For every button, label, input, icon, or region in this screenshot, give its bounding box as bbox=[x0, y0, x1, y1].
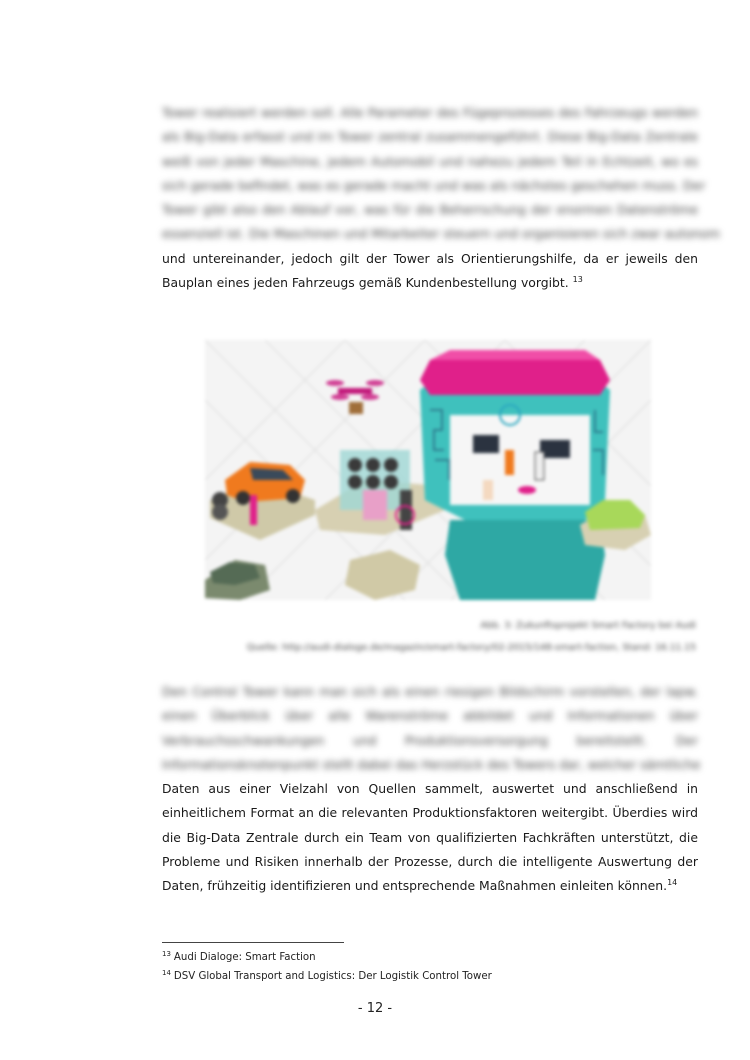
text-line: einheitlichem Format an die relevanten Produktionsfaktoren weitergibt. Überdies wird bbox=[162, 805, 698, 821]
figure-source: Quelle: http://audi-dialoge.de/magazin/smart-factory/02-2015/148-smart-faction, Stand: 16.11.15 bbox=[246, 642, 696, 653]
text-line-content: Bauplan eines jeden Fahrzeugs gemäß Kundenbestellung vorgibt. bbox=[162, 275, 569, 291]
footnote-14 bbox=[162, 971, 492, 982]
figure-caption: Abb. 3: Zukunftsprojekt Smart Factory bei Audi bbox=[480, 620, 696, 631]
footnote-text: Audi Dialoge: Smart Faction bbox=[173, 952, 316, 963]
text-line bbox=[162, 271, 698, 295]
text-line: weiß von jeder Maschine, jedem Automobil und nahezu jedem Teil in Echtzeit, wo es bbox=[162, 153, 698, 169]
tower-roof bbox=[420, 360, 610, 395]
text-line: Daten aus einer Vielzahl von Quellen sammelt, auswertet und anschließend in bbox=[162, 781, 698, 797]
footnote-13 bbox=[162, 952, 316, 963]
page-number: - 12 - bbox=[357, 1001, 393, 1016]
footnote-separator bbox=[162, 942, 344, 943]
person bbox=[483, 480, 493, 500]
text-line: Probleme und Risiken innerhalb der Prozesse, durch die intelligente Auswertung der bbox=[162, 854, 698, 870]
text-line: essenziell ist. Die Maschinen und Mitarbeiter steuern und organisieren sich zwar autonom bbox=[162, 226, 721, 242]
stool bbox=[518, 486, 536, 494]
text-line: Den Control Tower kann man sich als einen riesigen Bildschirm vorstellen, der lapw. bbox=[162, 684, 698, 699]
text-line: Informationsknotenpunkt stellt dabei das Herzstück des Towers dar, welcher sämtliche bbox=[162, 756, 701, 772]
text-line: Tower gibt also den Ablauf vor, was für die Beherrschung der enormen Datenströme bbox=[162, 202, 698, 218]
footnote-text: DSV Global Transport and Logistics: Der Logistik Control Tower bbox=[173, 971, 492, 982]
smart-factory-illustration bbox=[205, 340, 651, 600]
paragraph-2 bbox=[162, 680, 701, 899]
text-line: als Big-Data erfasst und im Tower zentral zusammengeführt. Diese Big-Data Zentrale bbox=[162, 129, 698, 145]
machine-pink bbox=[363, 490, 387, 520]
monitor bbox=[473, 435, 499, 453]
text-line: Tower realisiert werden soll. Alle Parameter des Fügeprozesses des Fahrzeugs werden bbox=[162, 105, 698, 120]
person bbox=[535, 452, 544, 480]
footnote-number: 13 bbox=[162, 950, 171, 958]
paragraph-1 bbox=[162, 101, 721, 295]
text-line bbox=[162, 874, 698, 898]
blurred-text-block bbox=[162, 680, 701, 777]
footnote-ref[interactable]: 13 bbox=[572, 275, 583, 285]
text-line: die Big-Data Zentrale durch ein Team von qualifizierten Fachkräften unterstützt, die bbox=[162, 829, 698, 845]
text-line: sich gerade befindet, was es gerade macht und was als nächstes geschehen muss. Der bbox=[162, 177, 706, 193]
footnote-number: 14 bbox=[162, 969, 171, 977]
footnote-ref[interactable]: 14 bbox=[667, 878, 678, 888]
text-line: Verbrauchsschwankungen und Produktionsversorgung bereitstellt. Der bbox=[162, 732, 698, 748]
worker-figure bbox=[250, 495, 257, 525]
blurred-text-block bbox=[162, 101, 721, 247]
text-line: und untereinander, jedoch gilt der Tower als Orientierungshilfe, da er jeweils den bbox=[162, 250, 698, 266]
person bbox=[505, 450, 514, 475]
control-tower bbox=[420, 350, 610, 600]
text-line-content: Daten, frühzeitig identifizieren und entsprechende Maßnahmen einleiten können. bbox=[162, 878, 668, 894]
text-line: einen Überblick über alle Warenströme abbildet und Informationen über bbox=[162, 708, 698, 724]
